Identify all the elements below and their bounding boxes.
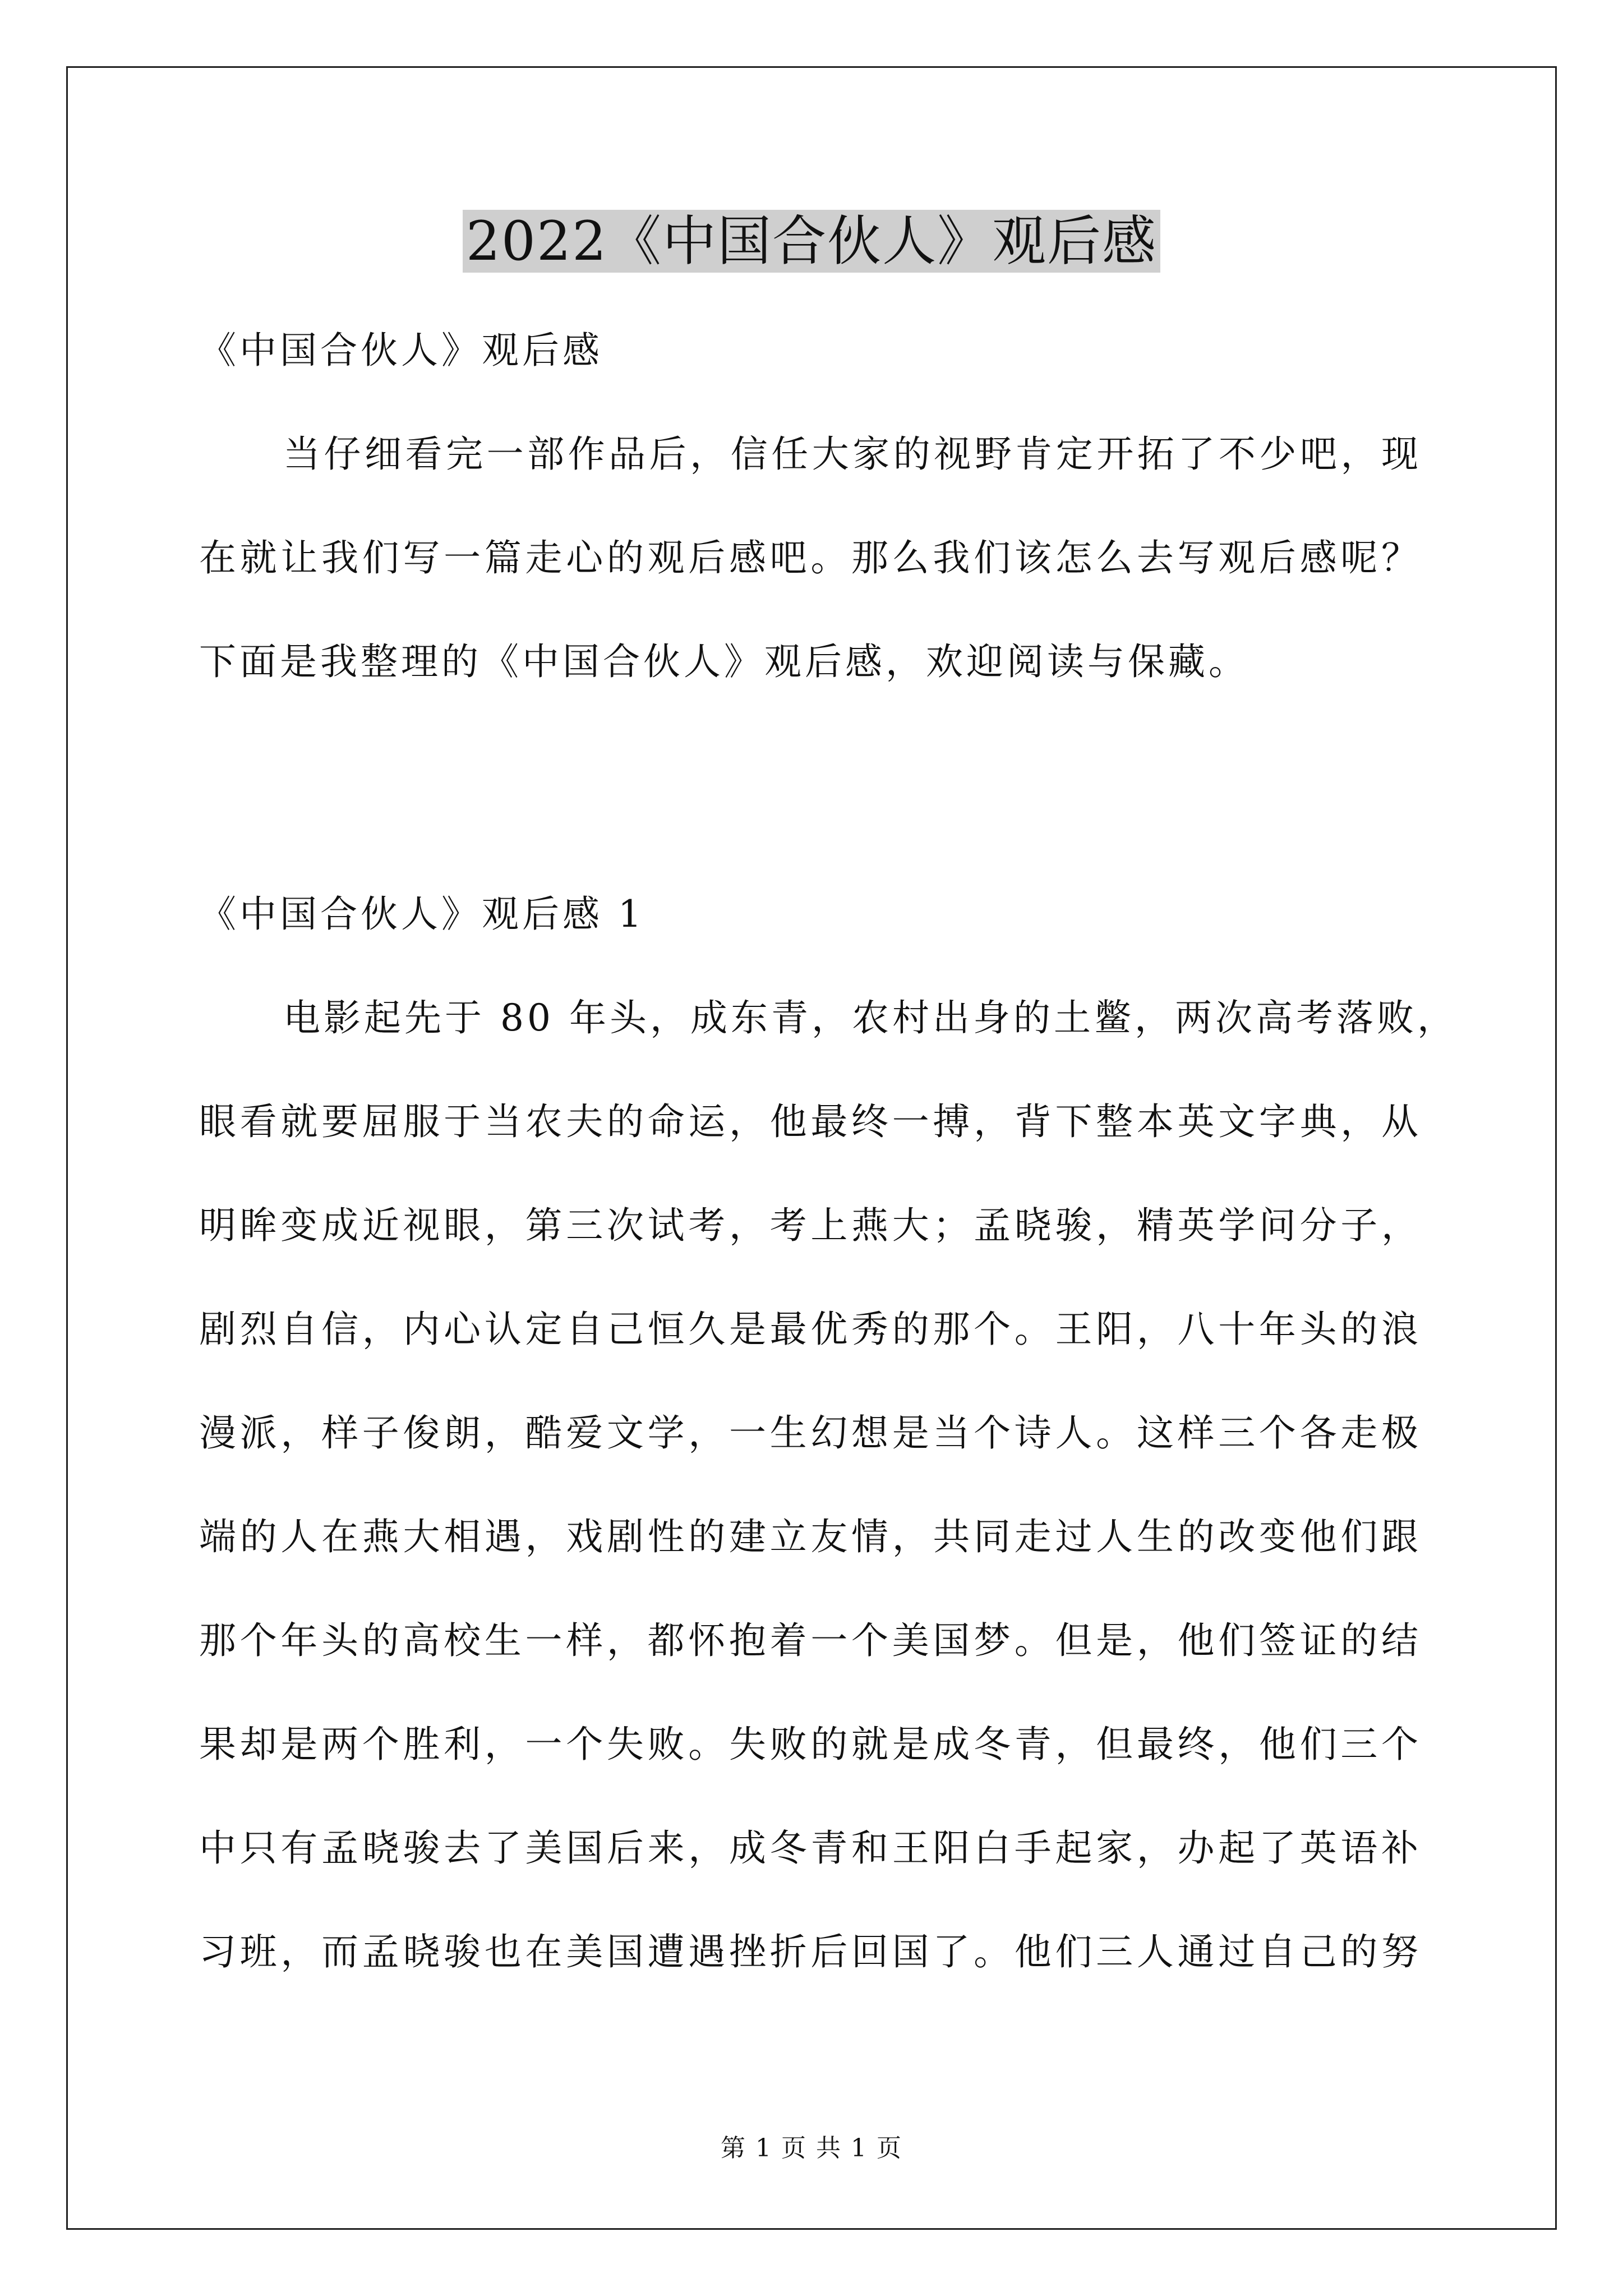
body-line: 眼看就要屈服于当农夫的命运，他最终一搏，背下整本英文字典，从 [199, 1100, 1422, 1143]
body-line: 那个年头的高校生一样，都怀抱着一个美国梦。但是，他们签证的结 [199, 1619, 1422, 1662]
section-heading: 《中国合伙人》观后感 1 [199, 892, 645, 936]
body-line: 中只有孟晓骏去了美国后来，成冬青和王阳白手起家，办起了英语补 [199, 1826, 1422, 1870]
body-line: 习班，而孟晓骏也在美国遭遇挫折后回国了。他们三人通过自己的努 [199, 1930, 1422, 1973]
body-line: 果却是两个胜利，一个失败。失败的就是成冬青，但最终，他们三个 [199, 1723, 1422, 1766]
intro-line: 在就让我们写一篇走心的观后感吧。那么我们该怎么去写观后感呢？ [199, 536, 1422, 579]
body-line: 漫派，样子俊朗，酷爱文学，一生幻想是当个诗人。这样三个各走极 [199, 1411, 1422, 1455]
body-line: 电影起先于 80 年头，成东青，农村出身的土鳖，两次高考落败， [283, 996, 1458, 1039]
body-line: 端的人在燕大相遇，戏剧性的建立友情，共同走过人生的改变他们跟 [199, 1515, 1422, 1558]
body-line: 剧烈自信，内心认定自己恒久是最优秀的那个。王阳，八十年头的浪 [199, 1308, 1422, 1351]
intro-line: 下面是我整理的《中国合伙人》观后感，欢迎阅读与保藏。 [199, 640, 1249, 683]
page-footer: 第 1 页 共 1 页 [721, 2134, 902, 2162]
document-title: 2022《中国合伙人》观后感 [0, 202, 1623, 280]
intro-line: 当仔细看完一部作品后，信任大家的视野肯定开拓了不少吧，现 [283, 432, 1422, 476]
subtitle: 《中国合伙人》观后感 [199, 329, 603, 372]
body-line: 明眸变成近视眼，第三次试考，考上燕大；孟晓骏，精英学问分子， [199, 1204, 1422, 1247]
